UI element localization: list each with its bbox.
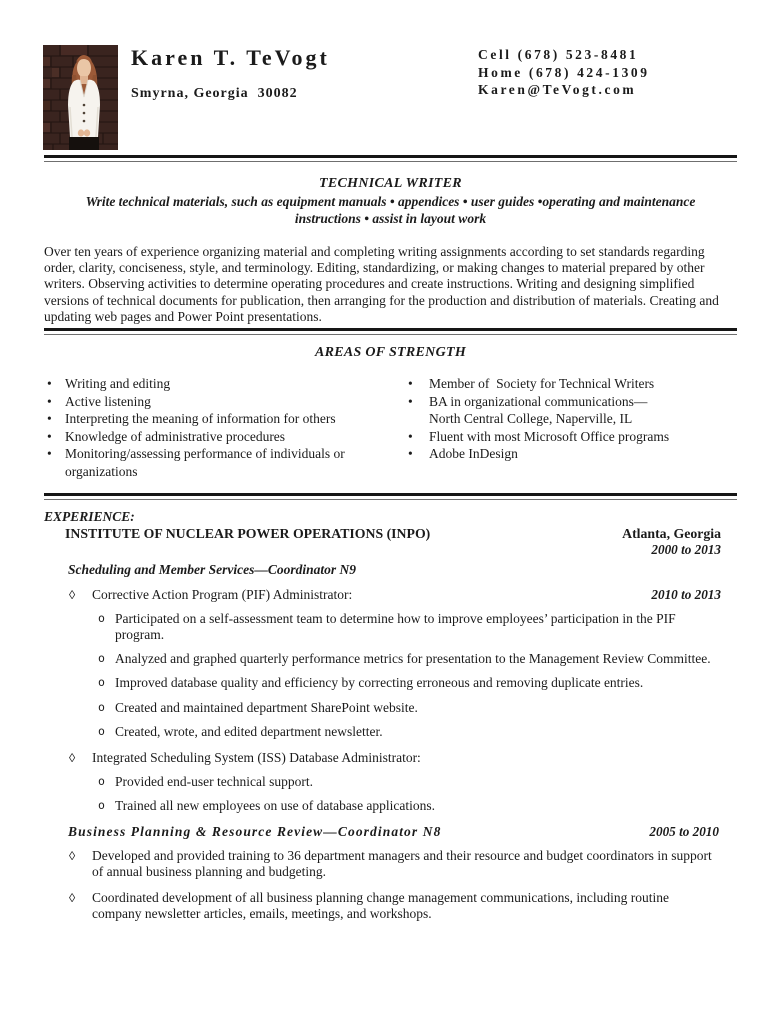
- strength-text: Interpreting the meaning of information for others: [65, 411, 336, 427]
- contact-cell-phone: Cell (678) 523-8481: [478, 47, 639, 62]
- task-bullet-row: [44, 700, 737, 716]
- diamond-bullet-icon: ◊: [69, 890, 76, 905]
- divider-1: [44, 155, 737, 162]
- task-text: Developed and provided training to 36 department managers and their resource and budget coordinators in support of annual business planning and budgeting.: [92, 847, 716, 879]
- task-bullet-text: Analyzed and graphed quarterly performance metrics for presentation to the Management Review Committee.: [115, 651, 711, 667]
- contact-block: [478, 46, 650, 99]
- title-block: [44, 176, 737, 227]
- task-bullet-row: [44, 724, 737, 740]
- strength-text: Member of Society for Technical Writers: [429, 376, 655, 392]
- circle-bullet-icon: o: [98, 651, 105, 666]
- person-name: Karen T. TeVogt: [131, 45, 330, 70]
- strength-item: [406, 428, 737, 446]
- strength-item: [406, 375, 737, 393]
- experience-section: [44, 509, 737, 922]
- strength-item: [44, 428, 406, 446]
- task-group-label: Corrective Action Program (PIF) Administrator:: [92, 586, 353, 602]
- strength-item: [406, 445, 737, 463]
- dot-bullet-icon: •: [408, 446, 413, 462]
- role-title-row: [44, 561, 737, 578]
- company-location: Atlanta, Georgia: [622, 525, 721, 541]
- job-subtitle: Write technical materials, such as equipment manuals • appendices • user guides •operating and maintenance instructions • assist in layout work: [85, 194, 699, 226]
- experience-heading: EXPERIENCE:: [44, 509, 135, 525]
- task-bullet-text: Created, wrote, and edited department newsletter.: [115, 723, 383, 739]
- task-bullet-row: [44, 774, 737, 790]
- dot-bullet-icon: •: [47, 411, 52, 427]
- dot-bullet-icon: •: [408, 376, 413, 392]
- strength-item: [44, 410, 406, 428]
- task-bullet-text: Participated on a self-assessment team to determine how to improve employees’ participation in the PIF program.: [115, 610, 679, 642]
- strength-text: Adobe InDesign: [429, 446, 518, 462]
- identity-block: [131, 46, 330, 102]
- circle-bullet-icon: o: [98, 699, 105, 714]
- task-bullet-text: Created and maintained department SharePoint website.: [115, 699, 418, 715]
- dot-bullet-icon: •: [47, 428, 52, 444]
- circle-bullet-icon: o: [98, 774, 105, 789]
- circle-bullet-icon: o: [98, 610, 105, 625]
- company-row: [44, 526, 737, 543]
- job-title: TECHNICAL WRITER: [319, 176, 462, 191]
- strengths-column-left: [44, 375, 406, 480]
- dot-bullet-icon: •: [408, 393, 413, 409]
- role-title: Business Planning & Resource Review—Coordinator N8: [68, 823, 442, 839]
- strength-text: BA in organizational communications—: [429, 393, 648, 409]
- company-dates: 2000 to 2013: [651, 542, 721, 558]
- diamond-bullet-icon: ◊: [69, 848, 76, 863]
- circle-bullet-icon: o: [98, 798, 105, 813]
- header: [44, 46, 737, 155]
- task-group-label: Integrated Scheduling System (ISS) Database Administrator:: [92, 749, 421, 765]
- role-title: Scheduling and Member Services—Coordinator N9: [68, 561, 357, 577]
- diamond-bullet-icon: ◊: [69, 587, 76, 602]
- strength-text: Monitoring/assessing performance of individuals or organizations: [65, 446, 349, 479]
- task-text: Coordinated development of all business planning change management communications, including routine company newsletter articles, emails, meetings, and workshops.: [92, 889, 673, 922]
- strength-text: Active listening: [65, 393, 151, 409]
- task-group-dates: 2010 to 2013: [651, 586, 721, 602]
- strength-item: [44, 393, 406, 411]
- contact-email: Karen@TeVogt.com: [478, 82, 637, 97]
- contact-home-phone: Home (678) 424-1309: [478, 64, 650, 80]
- strength-item: [44, 375, 406, 393]
- task-bullet-row: [44, 798, 737, 814]
- task-bullet-row: [44, 651, 737, 667]
- task-group-row: [44, 587, 737, 603]
- task-group-row: [44, 848, 737, 880]
- dot-bullet-icon: •: [47, 393, 52, 409]
- task-bullet-text: Improved database quality and efficiency by correcting erroneous and removing duplicate entries.: [115, 675, 644, 691]
- task-bullet-text: Trained all new employees on use of database applications.: [115, 798, 436, 814]
- strength-text: Knowledge of administrative procedures: [65, 428, 286, 444]
- portrait-photo: [43, 45, 118, 150]
- task-group-row: [44, 750, 737, 766]
- strength-item: [406, 393, 737, 411]
- divider-3: [44, 493, 737, 500]
- task-bullet-row: [44, 675, 737, 691]
- strengths-columns: [44, 375, 737, 480]
- dot-bullet-icon: •: [47, 446, 52, 462]
- strength-text-continuation: North Central College, Naperville, IL: [429, 411, 633, 427]
- company-name: INSTITUTE OF NUCLEAR POWER OPERATIONS (INPO): [65, 525, 431, 541]
- task-group-row: [44, 890, 737, 922]
- strength-text: Writing and editing: [65, 376, 171, 392]
- task-bullet-row: [44, 611, 737, 643]
- task-bullet-text: Provided end-user technical support.: [115, 774, 313, 790]
- diamond-bullet-icon: ◊: [69, 750, 76, 765]
- summary-paragraph: Over ten years of experience organizing material and completing writing assignments according to set standards regarding order, clarity, conciseness, style, and terminology. Editing, standardizing, or making changes to material prepared by other writers. Observing activities to determine operating procedures and create instructions. Writing and designing simplified versions of technical documents for publication, then arranging for the production and distribution of materials. Creating and updating web pages and Power Point presentations.: [44, 244, 723, 324]
- dot-bullet-icon: •: [47, 376, 52, 392]
- circle-bullet-icon: o: [98, 675, 105, 690]
- circle-bullet-icon: o: [98, 723, 105, 738]
- strength-item: [44, 445, 406, 480]
- divider-2: [44, 328, 737, 335]
- strength-text: Fluent with most Microsoft Office programs: [429, 428, 670, 444]
- role-title-row: [44, 823, 737, 840]
- strengths-column-right: [406, 375, 737, 480]
- strengths-heading: AREAS OF STRENGTH: [314, 345, 467, 361]
- person-location: Smyrna, Georgia 30082: [131, 86, 298, 101]
- role-dates: 2005 to 2010: [649, 823, 719, 839]
- dot-bullet-icon: •: [408, 428, 413, 444]
